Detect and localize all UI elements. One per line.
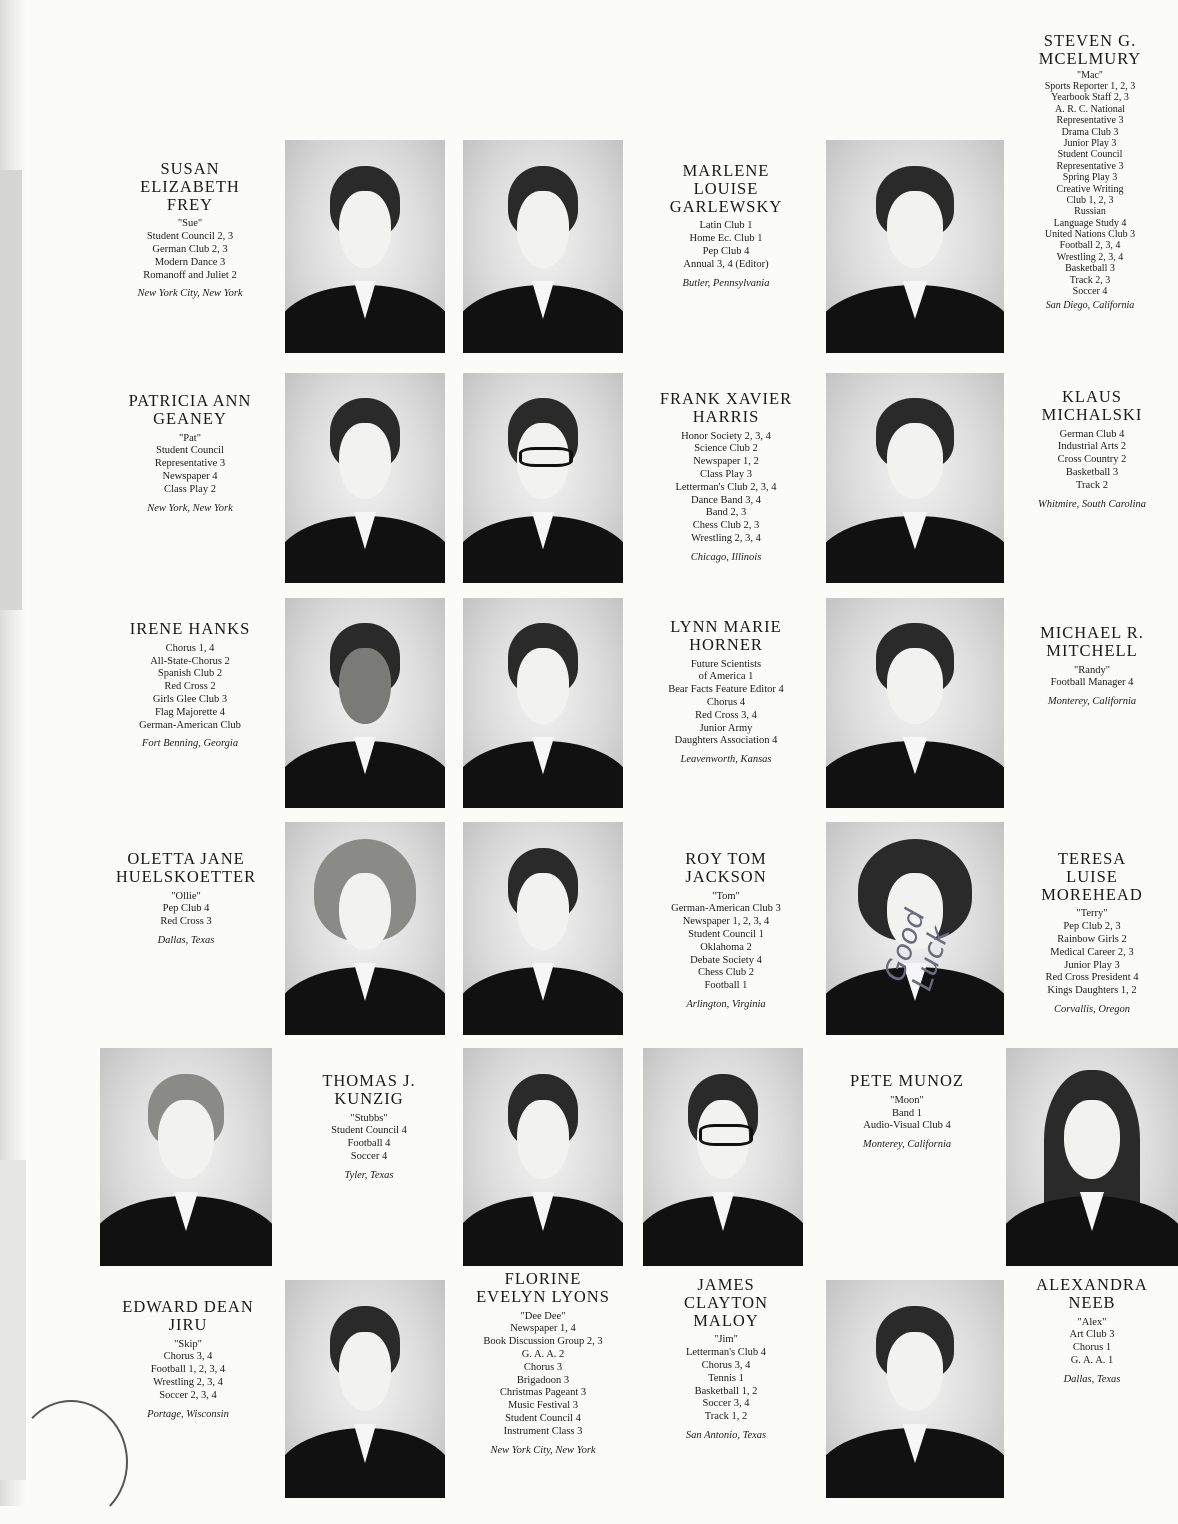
activity-item: Science Club 2 — [694, 443, 758, 455]
student-hometown: San Antonio, Texas — [685, 1430, 767, 1442]
activity-item: Spring Play 3 — [1062, 172, 1118, 184]
activity-item: Representative 3 — [1056, 115, 1124, 127]
student-name — [1008, 388, 1176, 424]
student-hometown: Arlington, Virginia — [686, 999, 766, 1010]
name-line: HORNER — [689, 634, 763, 654]
name-line: NEEB — [1068, 1292, 1116, 1312]
activity-item: Letterman's Club 4 — [685, 1347, 767, 1359]
activity-item: German-American Club 3 — [671, 903, 781, 915]
student-bio — [636, 1276, 816, 1443]
activity-item: Chess Club 2 — [697, 967, 754, 979]
activity-item: Future Scientists — [690, 658, 762, 670]
student-hometown: Chicago, Illinois — [690, 551, 762, 563]
student-name — [105, 620, 275, 638]
activity-item: Art Club 3 — [1069, 1329, 1115, 1341]
name-line: MICHALSKI — [1041, 404, 1143, 424]
activity-item: A. R. C. National — [1055, 103, 1125, 115]
portrait-photo — [285, 373, 445, 583]
activity-item: Red Cross 3 — [160, 916, 212, 928]
student-name — [1008, 850, 1176, 903]
name-line: KLAUS — [1061, 387, 1122, 406]
activity-item: Red Cross 2 — [164, 681, 216, 693]
portrait-photo — [285, 598, 445, 808]
student-nickname: "Randy" — [1074, 664, 1110, 676]
student-nickname: "Dee Dee" — [520, 1310, 566, 1322]
activities-list — [452, 1323, 634, 1438]
student-bio — [1005, 32, 1175, 312]
activities-list — [636, 903, 816, 993]
name-line: JIRU — [168, 1314, 208, 1334]
student-name — [452, 1270, 634, 1306]
activity-item: Modern Dance 3 — [154, 256, 226, 268]
student-bio — [100, 1298, 276, 1421]
activity-item: Newspaper 1, 2, 3, 4 — [682, 916, 770, 928]
activity-item: Brigadoon 3 — [516, 1374, 570, 1386]
name-line: MARLENE — [682, 161, 770, 180]
student-bio — [1008, 624, 1176, 709]
activity-item: Track 1, 2 — [704, 1411, 748, 1423]
name-line: FRANK XAVIER — [659, 389, 793, 408]
student-hometown: Dallas, Texas — [1063, 1373, 1121, 1385]
activity-item: Spanish Club 2 — [157, 668, 223, 680]
handwritten-signature: Good Luck — [877, 905, 957, 995]
activity-item: Tennis 1 — [708, 1372, 744, 1384]
name-line: EDWARD DEAN — [122, 1297, 254, 1316]
student-nickname: "Mac" — [1077, 69, 1103, 81]
activity-item: Bear Facts Feature Editor 4 — [668, 684, 784, 696]
student-hometown: Leavenworth, Kansas — [680, 754, 772, 766]
activities-list — [1008, 677, 1176, 690]
name-line: JACKSON — [685, 866, 767, 886]
activity-item: Girls Glee Club 3 — [152, 694, 228, 705]
student-name — [636, 618, 816, 654]
student-name — [285, 1072, 453, 1108]
portrait-photo — [1006, 1048, 1178, 1266]
student-name — [105, 392, 275, 428]
activity-item: Chorus 3 — [523, 1361, 563, 1373]
portrait-photo — [463, 140, 623, 353]
activity-item: Class Play 3 — [700, 469, 752, 481]
activity-item: Chorus 4 — [706, 697, 746, 709]
student-bio — [105, 160, 275, 301]
activity-item: Wrestling 2, 3, 4 — [1056, 251, 1124, 263]
activity-item: Student Council 4 — [331, 1125, 407, 1137]
name-line: ELIZABETH — [140, 176, 240, 196]
activity-item: Romanoff and Juliet 2 — [143, 269, 237, 281]
name-line: FREY — [166, 194, 214, 214]
name-line: PATRICIA ANN — [128, 391, 252, 410]
activity-item: Home Ec. Club 1 — [689, 233, 763, 245]
portrait-photo — [100, 1048, 272, 1266]
student-name — [636, 162, 816, 215]
activity-item: Basketball 3 — [1065, 263, 1115, 275]
activity-item: Representative 3 — [154, 458, 226, 470]
name-line: ALEXANDRA — [1036, 1275, 1148, 1294]
name-line: GEANEY — [153, 408, 227, 428]
activity-item: German Club 2, 3 — [152, 244, 228, 256]
student-name — [105, 160, 275, 213]
activity-item: Football Manager 4 — [1050, 677, 1134, 689]
student-bio — [452, 1270, 634, 1457]
portrait-photo — [463, 1048, 623, 1266]
activities-list — [105, 445, 275, 496]
activity-item: Annual 3, 4 (Editor) — [683, 258, 769, 270]
activity-item: Letterman's Club 2, 3, 4 — [675, 481, 777, 493]
activity-item: All-State-Chorus 2 — [150, 655, 230, 667]
activity-item: G. A. A. 2 — [521, 1349, 565, 1361]
student-hometown: San Diego, California — [1045, 300, 1135, 312]
portrait-photo — [643, 1048, 803, 1266]
name-line: FLORINE — [504, 1269, 582, 1288]
activities-list — [100, 1351, 276, 1402]
activity-item: Daughters Association 4 — [674, 735, 778, 747]
portrait-photo — [826, 140, 1004, 353]
activity-item: Wrestling 2, 3, 4 — [153, 1377, 223, 1389]
student-bio — [636, 390, 816, 565]
activity-item: Club 1, 2, 3 — [1066, 194, 1114, 206]
activity-item: Rainbow Girls 2 — [1057, 934, 1127, 946]
activity-item: Wrestling 2, 3, 4 — [691, 533, 761, 544]
activity-item: Oklahoma 2 — [700, 941, 752, 953]
portrait-photo — [826, 373, 1004, 583]
student-name — [636, 390, 816, 426]
activity-item: Christmas Pageant 3 — [499, 1387, 587, 1399]
activity-item: German-American Club — [139, 719, 241, 731]
student-hometown: New York City, New York — [490, 1444, 596, 1456]
activity-item: Soccer 3, 4 — [702, 1398, 750, 1410]
activities-list — [285, 1125, 453, 1163]
activities-list — [636, 220, 816, 271]
activity-item: Newspaper 4 — [162, 471, 218, 483]
activity-item: Medical Career 2, 3 — [1050, 946, 1134, 958]
activity-item: Drama Club 3 — [1061, 126, 1119, 138]
activity-item: Language Study 4 — [1053, 217, 1127, 229]
activity-item: Football 1, 2, 3, 4 — [150, 1364, 226, 1376]
student-hometown: New York City, New York — [137, 288, 243, 300]
activity-item: Sports Reporter 1, 2, 3 — [1044, 81, 1136, 93]
student-bio — [105, 620, 275, 751]
portrait-photo — [463, 598, 623, 808]
name-line: MALOY — [693, 1310, 759, 1330]
student-nickname: "Jim" — [714, 1334, 738, 1346]
activity-item: Music Festival 3 — [508, 1400, 578, 1412]
activity-item: Track 2 — [1076, 479, 1108, 491]
name-line: MCELMURY — [1038, 48, 1142, 68]
portrait-photo — [463, 373, 623, 583]
student-name — [636, 1276, 816, 1329]
activity-item: Newspaper 1, 2 — [693, 456, 759, 468]
name-line: MOREHEAD — [1041, 884, 1143, 904]
activity-item: Band 2, 3 — [705, 507, 747, 519]
portrait-photo — [285, 140, 445, 353]
student-hometown: Butler, Pennsylvania — [682, 277, 770, 289]
activity-item: Football 2, 3, 4 — [1059, 240, 1121, 252]
student-hometown: Monterey, California — [862, 1139, 952, 1151]
page-binding-edge — [0, 0, 26, 1506]
activity-item: Junior Play 3 — [1064, 959, 1120, 971]
activity-item: Chorus 1, 4 — [165, 642, 215, 654]
portrait-photo — [285, 1280, 445, 1498]
student-nickname: "Ollie" — [171, 890, 201, 902]
name-line: OLETTA JANE — [127, 849, 245, 868]
student-hometown: New York, New York — [147, 502, 233, 514]
activity-item: Football 1 — [704, 980, 748, 992]
activity-item: Book Discussion Group 2, 3 — [483, 1336, 603, 1348]
activity-item: Junior Army — [699, 722, 753, 734]
activity-item: Pep Club 2, 3 — [1063, 921, 1121, 933]
activities-list — [1008, 429, 1176, 493]
name-line: EVELYN LYONS — [476, 1286, 610, 1306]
name-line: LOUISE — [693, 178, 759, 198]
activity-item: Honor Society 2, 3, 4 — [681, 430, 771, 442]
student-nickname: "Sue" — [177, 218, 203, 230]
name-line: THOMAS J. — [322, 1071, 416, 1090]
activity-item: Cross Country 2 — [1057, 454, 1127, 466]
activity-item: Newspaper 1, 4 — [510, 1323, 576, 1335]
activity-item: G. A. A. 1 — [1070, 1355, 1114, 1367]
student-bio — [1008, 1276, 1176, 1387]
student-bio — [95, 850, 277, 948]
name-line: MITCHELL — [1046, 640, 1138, 660]
student-hometown: Monterey, California — [1047, 696, 1137, 708]
activity-item: German Club 4 — [1059, 428, 1125, 440]
student-name — [1008, 624, 1176, 660]
activities-list — [636, 1347, 816, 1424]
activities-list — [1008, 1329, 1176, 1367]
student-bio — [105, 392, 275, 515]
student-hometown: Dallas, Texas — [157, 935, 215, 947]
activity-item: Band 1 — [891, 1107, 923, 1119]
name-line: MICHAEL R. — [1040, 623, 1144, 642]
activity-item: Chorus 3, 4 — [163, 1351, 213, 1363]
name-line: HARRIS — [692, 406, 760, 426]
activity-item: Instrument Class 3 — [503, 1425, 583, 1437]
student-name — [100, 1298, 276, 1334]
activity-item: Latin Club 1 — [699, 220, 753, 232]
activities-list — [636, 431, 816, 546]
activity-item: Student Council 2, 3 — [146, 231, 234, 243]
student-name — [1008, 1276, 1176, 1312]
activities-list — [636, 659, 816, 749]
student-name — [812, 1072, 1002, 1090]
name-line: JAMES — [697, 1275, 755, 1294]
student-bio — [636, 850, 816, 1012]
student-bio — [1008, 388, 1176, 511]
student-name — [95, 850, 277, 886]
activity-item: Soccer 4 — [1072, 286, 1108, 298]
activity-item: Basketball 1, 2 — [694, 1385, 758, 1397]
student-hometown: Portage, Wisconsin — [147, 1408, 229, 1420]
portrait-photo — [463, 822, 623, 1035]
activity-item: Representative 3 — [1056, 160, 1124, 172]
activity-item: Track 2, 3 — [1069, 274, 1111, 286]
activity-item: Junior Play 3 — [1063, 137, 1117, 149]
student-nickname: "Stubbs" — [350, 1112, 388, 1124]
activities-list — [105, 643, 275, 733]
portrait-photo — [285, 822, 445, 1035]
portrait-photo — [826, 1280, 1004, 1498]
activity-item: Student Council — [156, 445, 224, 457]
activity-item: Chorus 3, 4 — [701, 1360, 751, 1372]
name-line: KUNZIG — [334, 1088, 404, 1108]
activity-item: Dance Band 3, 4 — [691, 494, 761, 506]
student-hometown: Fort Benning, Georgia — [141, 738, 239, 750]
name-line: STEVEN G. — [1043, 31, 1137, 50]
activity-item: Creative Writing — [1056, 183, 1124, 195]
activity-item: Soccer 4 — [350, 1151, 388, 1163]
student-nickname: "Terry" — [1076, 908, 1108, 920]
activity-item: Class Play 2 — [164, 483, 216, 495]
activities-list — [812, 1108, 1002, 1134]
name-line: ROY TOM — [685, 849, 767, 868]
portrait-photo — [826, 598, 1004, 808]
name-line: GARLEWSKY — [669, 196, 783, 216]
student-nickname: "Pat" — [179, 432, 201, 444]
activity-item: Russian — [1074, 206, 1106, 218]
student-hometown: Corvallis, Oregon — [1053, 1004, 1131, 1016]
activity-item: Pep Club 4 — [162, 903, 210, 915]
student-name — [636, 850, 816, 886]
activity-item: Student Council — [1057, 149, 1123, 161]
activity-item: Football 4 — [347, 1138, 391, 1150]
activity-item: Audio-Visual Club 4 — [863, 1120, 951, 1132]
student-nickname: "Skip" — [174, 1338, 202, 1350]
name-line: SUSAN — [160, 159, 220, 178]
activities-list — [95, 903, 277, 929]
activities-list — [105, 231, 275, 282]
activity-item: Red Cross President 4 — [1045, 972, 1139, 984]
activities-list — [1005, 81, 1175, 297]
activity-item: Red Cross 3, 4 — [695, 709, 757, 721]
name-line: IRENE HANKS — [129, 619, 251, 638]
activity-item: Flag Majorette 4 — [155, 706, 225, 718]
student-hometown: Whitmire, South Carolina — [1037, 498, 1146, 510]
activity-item: Chorus 1 — [1072, 1342, 1112, 1354]
activity-item: Student Council 4 — [505, 1413, 581, 1424]
student-nickname: "Alex" — [1077, 1316, 1107, 1328]
student-name — [1005, 32, 1175, 68]
student-nickname: "Tom" — [712, 890, 740, 902]
student-bio — [285, 1072, 453, 1183]
activity-item: Industrial Arts 2 — [1057, 441, 1127, 453]
activity-item: Yearbook Staff 2, 3 — [1051, 92, 1129, 104]
name-line: LYNN MARIE — [670, 617, 782, 636]
activity-item: Kings Daughters 1, 2 — [1047, 985, 1137, 997]
name-line: LUISE — [1066, 866, 1118, 886]
activity-item: of America 1 — [698, 671, 754, 683]
student-bio — [636, 618, 816, 767]
student-bio — [636, 162, 816, 290]
name-line: CLAYTON — [683, 1292, 768, 1312]
name-line: PETE MUNOZ — [849, 1071, 965, 1090]
name-line: HUELSKOETTER — [115, 866, 257, 886]
activity-item: Soccer 2, 3, 4 — [159, 1389, 217, 1401]
activity-item: Student Council 1 — [688, 929, 764, 941]
activity-item: Chess Club 2, 3 — [692, 520, 760, 532]
activity-item: Pep Club 4 — [702, 246, 750, 258]
activity-item: Basketball 3 — [1065, 467, 1119, 479]
name-line: TERESA — [1057, 849, 1127, 868]
student-nickname: "Moon" — [890, 1094, 924, 1106]
student-hometown: Tyler, Texas — [344, 1169, 394, 1181]
activity-item: United Nations Club 3 — [1044, 229, 1136, 241]
activity-item: Debate Society 4 — [690, 954, 762, 966]
student-bio — [812, 1072, 1002, 1152]
